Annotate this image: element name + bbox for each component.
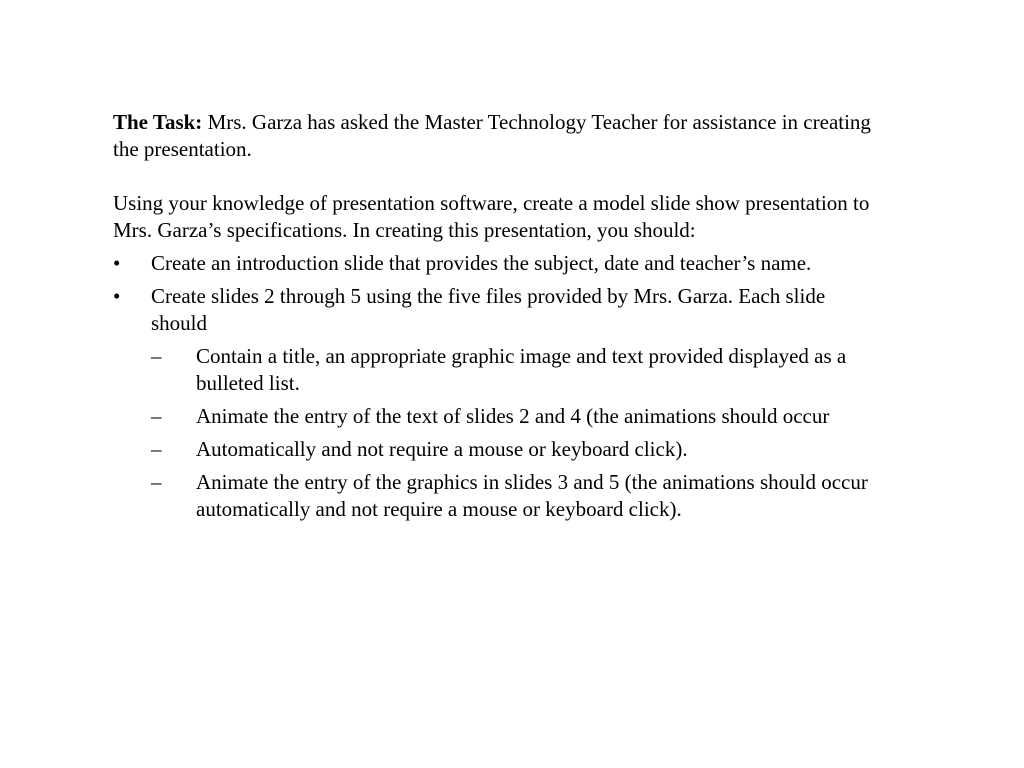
bullet-marker: •	[113, 284, 121, 308]
task-paragraph	[113, 109, 883, 163]
dash-marker: –	[151, 470, 162, 494]
dash-marker: –	[151, 344, 162, 368]
task-label: The Task:	[113, 110, 203, 134]
bullet-marker: •	[113, 251, 121, 275]
sub-bullet-text: Animate the entry of the graphics in slides 3 and 5 (the animations should occur automatically and not require a mouse or keyboard click).	[196, 470, 868, 521]
slide-body	[113, 109, 883, 523]
sub-bullet-list	[151, 343, 883, 523]
list-item	[113, 250, 883, 277]
list-item	[113, 283, 883, 523]
sub-list-item	[151, 403, 883, 430]
sub-list-item	[151, 469, 883, 523]
sub-bullet-text: Contain a title, an appropriate graphic image and text provided displayed as a bulleted list.	[196, 344, 847, 395]
dash-marker: –	[151, 437, 162, 461]
sub-bullet-text: Automatically and not require a mouse or keyboard click).	[196, 437, 688, 461]
sub-list-item	[151, 436, 883, 463]
bullet-list	[113, 250, 883, 523]
dash-marker: –	[151, 404, 162, 428]
sub-list-item	[151, 343, 883, 397]
intro-paragraph: Using your knowledge of presentation software, create a model slide show presentation to Mrs. Garza’s specifications. In creating this presentation, you should:	[113, 191, 870, 242]
bullet-text: Create slides 2 through 5 using the five files provided by Mrs. Garza. Each slide should	[151, 284, 826, 335]
bullet-text: Create an introduction slide that provides the subject, date and teacher’s name.	[151, 251, 812, 275]
sub-bullet-text: Animate the entry of the text of slides 2 and 4 (the animations should occur	[196, 404, 830, 428]
task-text: Mrs. Garza has asked the Master Technology Teacher for assistance in creating the presentation.	[113, 110, 871, 161]
